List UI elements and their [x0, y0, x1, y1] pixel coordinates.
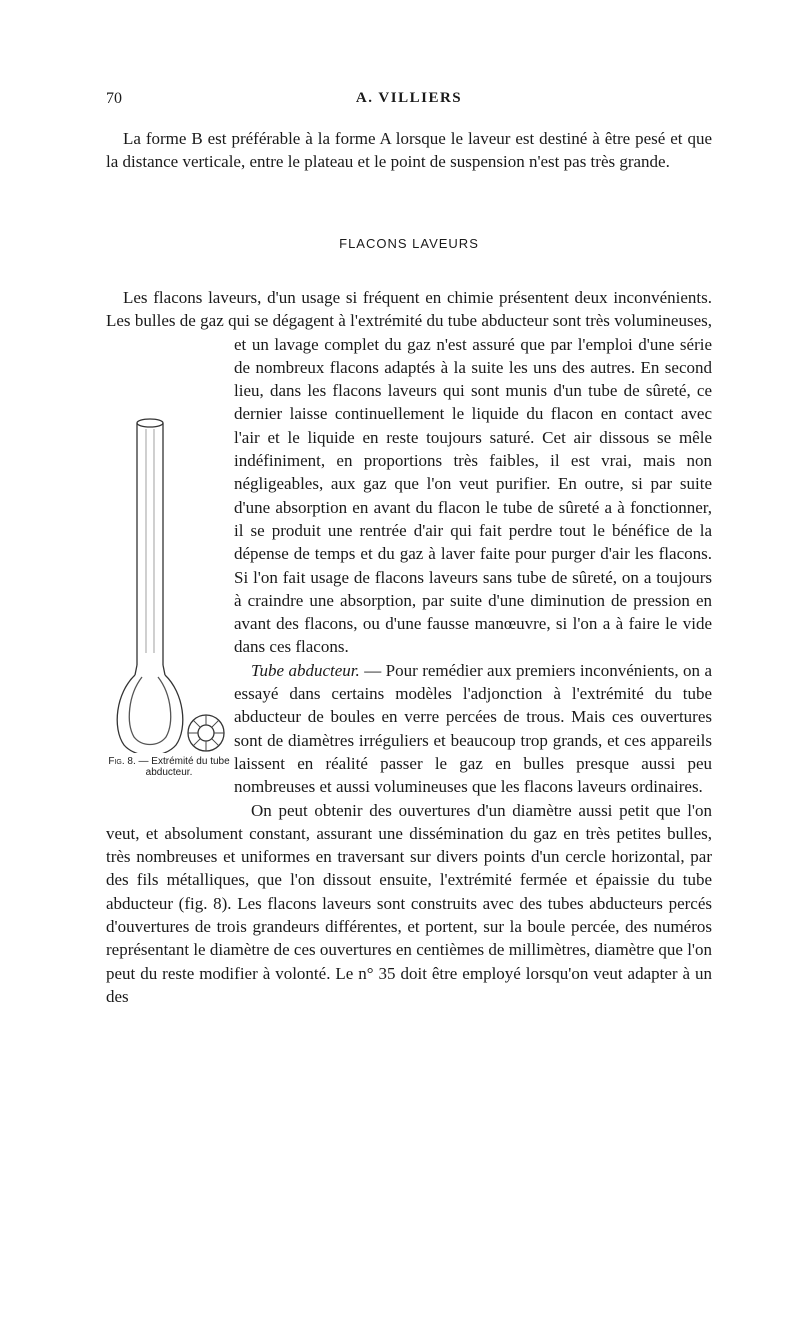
paragraph-tube-abducteur-text: — Pour remédier aux premiers inconvénients, on a essayé dans certains modèles l'adjonction à l'extrémité du tube abducteur de boules en verre percées de trous. Mais ces ouvertures sont de diamètres irréguliers et beaucoup trop grands, et ces appareils laissent en réalité passer le gaz en bulles presque aussi peu nombreuses et aussi volumineuses que les flacons laveurs ordinaires. — [234, 660, 712, 797]
figure-8 — [106, 333, 234, 805]
figure-caption — [106, 756, 232, 778]
intro-paragraph-text: La forme B est préférable à la forme A lorsque le laveur est destiné à être pesé et que la distance verticale, entre le plateau et le point de suspension n'est pas très grande. — [106, 129, 712, 172]
tube-closed-end — [117, 675, 183, 753]
paragraph-ouvertures-text: On peut obtenir des ouvertures d'un diamètre aussi petit que l'on veut, et absolument constant, assurant une dissémination du gaz en très petites bulles, très nombreuses et uniformes en traversant sur divers points d'un cercle horizontal, par des fils métalliques, que l'on dissout ensuite, l'extrémité fermée et épaissie du tube abducteur (fig. 8). Les flacons laveurs sont construits avec des tubes abducteurs percés d'ouvertures de trois grandeurs différentes, et portent, sur la boule percée, des numéros représentant le diamètre de ces ouvertures en centièmes de millimètres, diamètre que l'on peut du reste modifier à volonté. Le n° 35 doit être employé lorsqu'on veut adapter à un des — [106, 800, 712, 1006]
gas-tube-illustration — [106, 363, 234, 753]
paragraph-flacons-continued: n'est assuré que par l'emploi d'une série de nombreux flacons adaptés à la suite les uns des autres. En second lieu, dans les flacons laveurs qui sont munis d'un tube de sûreté, ce dernier laisse continuellement le liquide du flacon en contact avec l'air et le liquide en reste toujours saturé. Cet air dissous se mêle indéfiniment, en proportions très faibles, il est vrai, mais non négligeables, aux gaz que l'on veut purifier. En outre, si par suite d'une absorption en avant du flacon le tube de sûreté a à fonctionner, il se produit une rentrée d'air qui fait perdre tout le bénéfice de la dépense de temps et du gaz à laver faite pour purger d'air les flacons. Si l'on fait usage de flacons laveurs sans tube de sûreté, on a toujours à craindre une absorption, par suite d'une diminution de pression en avant des flacons, ou d'une fausse manœuvre, si l'on a à faire le vide dans ces flacons. — [234, 334, 713, 657]
perforated-sphere — [188, 715, 224, 751]
runin-heading-tube-abducteur: Tube abducteur. — [251, 660, 360, 680]
figure-caption-text: — Extrémité du tube abducteur. — [138, 755, 230, 778]
running-head — [106, 90, 712, 112]
paragraph-flacons-lead: Les flacons laveurs, d'un usage si fréquent en chimie présentent deux inconvénients. Les bulles de gaz qui se dégagent à l'extrémité du tube abducteur sont très volumineuses, et un lavage complet du gaz — [106, 288, 712, 354]
intro-paragraph — [106, 127, 712, 174]
tube-opening — [137, 419, 163, 427]
figure-caption-number: Fig. 8. — [108, 755, 136, 767]
section-heading: FLACONS LAVEURS — [339, 236, 479, 251]
paragraph-flacons — [106, 286, 712, 1008]
page-number: 70 — [106, 90, 122, 107]
running-title: A. VILLIERS — [355, 90, 463, 106]
